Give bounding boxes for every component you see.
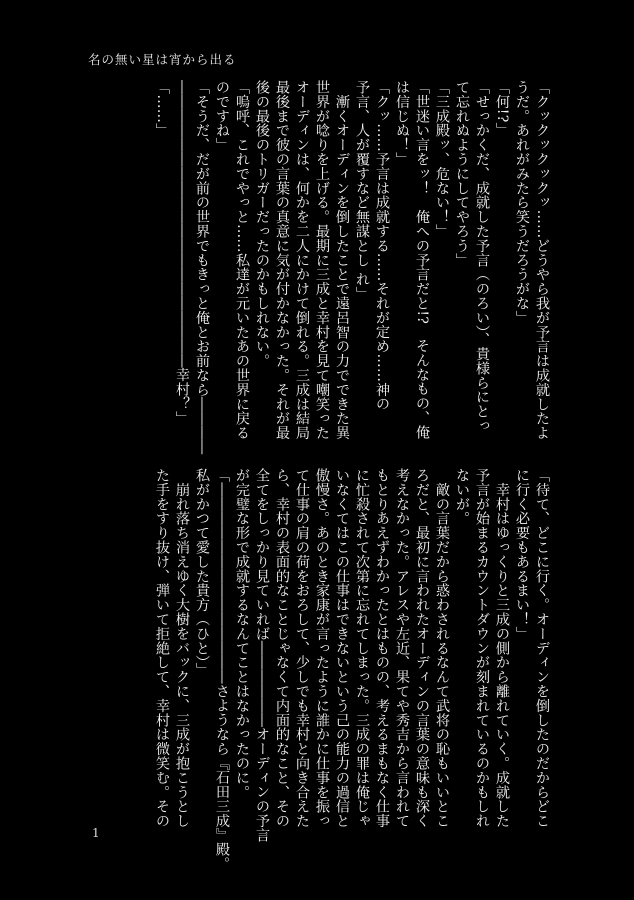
text-line: ら、幸村の表面的なことじゃなくて内面的なこと、その <box>274 468 290 828</box>
text-line: 「待て、どこに行く。オーディンを倒したのだからどこ <box>534 468 550 828</box>
text-line: は信じぬ！」 <box>394 80 410 167</box>
text-line: 「何!?」 <box>494 80 510 137</box>
text-line: 「そうだ、だが前の世界でもきっと俺とお前なら―――― <box>194 80 210 455</box>
text-line: 後の最後のトリガーだったのかもしれない。 <box>254 80 270 368</box>
text-line: 予言が始まるカウントダウンが刻まれているのかもしれ <box>474 468 490 828</box>
text-line: ――――――――――――――――――――幸村？」 <box>174 80 190 426</box>
text-block-lower <box>152 468 552 872</box>
text-line: 漸くオーディンを倒したことで遠呂智の力でできた異 <box>334 80 350 440</box>
text-line: 幸村はゆっくりと三成の側から離れていく。成就した <box>494 468 510 828</box>
text-line: に忙殺されて次第に忘れてしまった。三成の罪は俺じゃ <box>354 468 370 828</box>
text-line: のですね」 <box>214 80 230 152</box>
page-number: 1 <box>92 826 100 840</box>
text-line: オーディンは、何かを二人にかけて倒れる。三成は結局 <box>294 80 310 440</box>
text-line: 「クッ……予言は成就する……それが定め……神の <box>374 80 390 412</box>
text-line: 「世迷い言をッ！ 俺への予言だと!? そんなもの、俺 <box>414 80 430 440</box>
text-line: 崩れ落ち消えゆく大樹をバックに、三成が抱こうとし <box>174 468 190 828</box>
text-line: 敵の言葉だから惑わされるなんて武将の恥もいいとこ <box>434 468 450 828</box>
text-line: 「――――――――――――――さようなら『石田三成』殿。 <box>214 468 230 872</box>
text-line: 考えなかった。アレスや左近、果てや秀吉から言われて <box>394 468 410 828</box>
text-block-upper <box>152 80 552 455</box>
text-line: 傲慢さ。あのとき家康が言ったように誰かに仕事を振っ <box>314 468 330 828</box>
text-line: 「せっかくだ、成就した予言（のろい）、貴様らにとっ <box>474 80 490 433</box>
text-line: 全てをしっかり見ていれば――――――オーディンの予言 <box>254 468 270 843</box>
text-line: いなくてはこの仕事はできないという己の能力の過信と <box>334 468 350 828</box>
text-line: 予言、人が覆すなど無謀とし れ」 <box>354 80 370 301</box>
text-line: うだ。あれがみたら笑うだろうがな」 <box>514 80 530 325</box>
text-line: 私がかつて愛した貴方（ひと）」 <box>194 468 210 677</box>
text-line: に行く必要もあるまい！」 <box>514 468 530 641</box>
text-line: 「三成殿ッ、危ない！」 <box>434 80 450 239</box>
text-line: ろだと、最初に言われたオーディンの言葉の意味も深く <box>414 468 430 828</box>
text-line: もとりあえずわかったとはものの、考えるまもなく仕事 <box>374 468 390 828</box>
text-line: が完璧な形で成就するなんてことはなかったのに。 <box>234 468 250 800</box>
text-line: 「クックックックッ……どうやら我が予言は成就したよ <box>534 80 550 440</box>
text-line: ないが。 <box>454 468 470 526</box>
text-line: て仕事の肩の荷をおろして、少しでも幸村と向き合えた <box>294 468 310 828</box>
text-line: た手をすり抜け、弾いて拒絶して、幸村は微笑む。その <box>154 468 170 828</box>
text-line: 世界が唸りを上げる。最期に三成と幸村を見て嘲笑った <box>314 80 330 440</box>
text-line: 「嗚呼、これでやっと……私達が元いたあの世界に戻る <box>234 80 250 440</box>
text-line: 最後まで彼の言葉の真意に気が付かなかった。それが最 <box>274 80 290 440</box>
text-line: 「……」 <box>154 80 170 138</box>
running-header: 名の無い星は宵から出る <box>88 52 237 67</box>
text-line: て忘れぬようにしてやろう」 <box>454 80 470 268</box>
